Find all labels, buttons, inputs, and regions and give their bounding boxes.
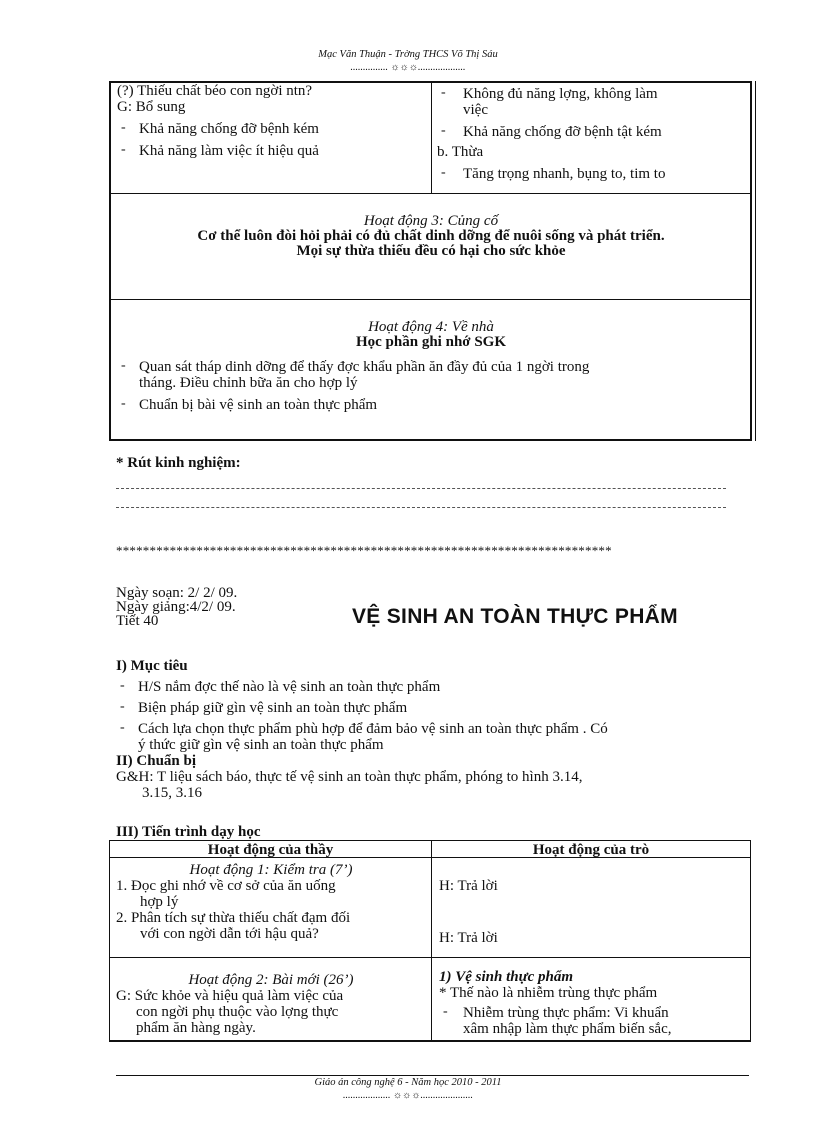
- page-header-ornament: ............... ☼☼☼...................: [350, 62, 466, 73]
- hd3-block: [111, 214, 751, 259]
- star-separator: **************************************************************************: [116, 543, 612, 558]
- ngay-soan: Ngày soạn: 2/ 2/ 09.: [116, 585, 238, 601]
- footer-rule: [116, 1075, 749, 1076]
- top-table-double-right: [755, 81, 756, 441]
- list-item-cont: tháng. Điều chỉnh bữa ăn cho hợp lý: [139, 375, 358, 391]
- list-item: - Chuẩn bị bài vệ sinh an toàn thực phẩm: [117, 397, 751, 413]
- student-section-title: 1) Vệ sinh thực phẩm: [439, 969, 574, 985]
- muc-tieu-heading: I) Mục tiêu: [116, 658, 188, 674]
- lesson-table-vline: [431, 840, 432, 1042]
- hd2-teacher-cell: [116, 972, 426, 1036]
- top-right-cell: [437, 86, 749, 182]
- list-item-cont: ý thức giữ gìn vệ sinh an toàn thực phẩm: [138, 737, 384, 753]
- chuan-bi-heading: II) Chuẩn bị: [116, 753, 197, 769]
- list-item: - Tăng trọng nhanh, bụng to, tim to: [437, 166, 749, 182]
- label-b: b. Thừa: [437, 144, 484, 160]
- list-item: - Biện pháp giữ gìn vệ sinh an toàn thực phẩm: [116, 700, 746, 716]
- question-text: (?) Thiếu chất béo con ngời ntn?: [117, 83, 313, 99]
- answer-text: G: Bổ sung: [117, 99, 186, 115]
- list-item: - Quan sát tháp dinh dỡng để thấy đợc khẩu phần ăn đầy đủ của 1 ngời trong: [117, 359, 751, 375]
- top-table-hline-2: [109, 299, 752, 300]
- lesson-title: VỆ SINH AN TOÀN THỰC PHẨM: [352, 605, 678, 628]
- lesson-table-row-line: [109, 957, 751, 958]
- dates-block: [116, 586, 237, 628]
- list-item-cont: xâm nhập làm thực phẩm biến sắc,: [463, 1021, 672, 1037]
- list-item-cont: việc: [463, 102, 488, 118]
- hd4-list: [117, 359, 751, 413]
- hd1-title: Hoạt động 1: Kiểm tra (7’): [189, 862, 353, 878]
- top-left-cell: [117, 83, 427, 159]
- list-item: - Khả năng chống đỡ bệnh tật kém: [437, 124, 749, 140]
- hd3-line1: Cơ thể luôn đòi hỏi phải có đủ chất dinh dỡng để nuôi sống và phát triển.: [197, 228, 665, 244]
- question-2: 2. Phân tích sự thừa thiếu chất đạm đối: [116, 910, 351, 926]
- footer-ornament: ................... ☼☼☼.....................: [343, 1090, 473, 1101]
- ngay-giang: Ngày giảng:4/2/ 09.: [116, 599, 236, 615]
- answer-1: H: Trả lời: [439, 878, 498, 894]
- list-item: - Cách lựa chọn thực phẩm phù hợp để đảm bảo vệ sinh an toàn thực phẩm . Có: [116, 721, 746, 737]
- question-1-cont: hợp lý: [140, 894, 179, 910]
- hd4-subtitle: Học phần ghi nhớ SGK: [355, 334, 507, 350]
- question-2-cont: với con ngời dẫn tới hậu quả?: [140, 926, 319, 942]
- hd3-line2: Mọi sự thừa thiếu đều có hại cho sức khỏe: [296, 243, 566, 259]
- list-item: - H/S nắm đợc thế nào là vệ sinh an toàn thực phẩm: [116, 679, 746, 695]
- col-student-header: Hoạt động của trò: [532, 842, 650, 858]
- dash-line: [116, 507, 726, 508]
- hd4-title: Hoạt động 4: Về nhà: [368, 319, 494, 335]
- chuan-bi-line2: 3.15, 3.16: [142, 785, 202, 801]
- question-1: 1. Đọc ghi nhớ về cơ sở của ăn uống: [116, 878, 336, 894]
- tiet: Tiết 40: [116, 613, 159, 629]
- hd2-title: Hoạt động 2: Bài mới (26’): [188, 972, 354, 988]
- hd1-teacher-cell: [116, 862, 426, 942]
- page-header-author: Mạc Văn Thuận - Trờng THCS Võ Thị Sáu: [318, 49, 498, 60]
- top-table-vline: [431, 81, 432, 193]
- hd2-student-cell: [439, 969, 749, 1037]
- rut-kinh-nghiem: * Rút kinh nghiệm:: [116, 455, 241, 471]
- list-item: - Nhiễm trùng thực phẩm: Vi khuẩn: [439, 1005, 749, 1021]
- list-item: - Không đủ năng lợng, không làm: [437, 86, 749, 102]
- student-question: * Thế nào là nhiễm trùng thực phẩm: [439, 985, 658, 1001]
- muc-tieu-section: [116, 658, 746, 801]
- list-item: - Khả năng làm việc ít hiệu quả: [117, 143, 427, 159]
- hd3-title: Hoạt động 3: Củng cố: [363, 213, 499, 229]
- top-table-hline-1: [109, 193, 752, 194]
- hd2-text-cont: con ngời phụ thuộc vào lợng thực: [136, 1004, 339, 1020]
- answer-2: H: Trả lời: [439, 930, 498, 946]
- hd2-text-cont: phẩm ăn hàng ngày.: [136, 1020, 256, 1036]
- hd4-heading: [111, 320, 751, 350]
- hd2-text: G: Sức khỏe và hiệu quả làm việc của: [116, 988, 344, 1004]
- chuan-bi-line1: G&H: T liệu sách báo, thực tế vệ sinh an toàn thực phẩm, phóng to hình 3.14,: [116, 769, 583, 785]
- footer-text: Giáo án công nghệ 6 - Năm học 2010 - 2011: [314, 1077, 502, 1088]
- list-item: - Khả năng chống đỡ bệnh kém: [117, 121, 427, 137]
- tien-trinh-heading: III) Tiến trình dạy học: [116, 824, 261, 840]
- dash-line: [116, 488, 726, 489]
- col-teacher-header: Hoạt động của thầy: [207, 842, 334, 858]
